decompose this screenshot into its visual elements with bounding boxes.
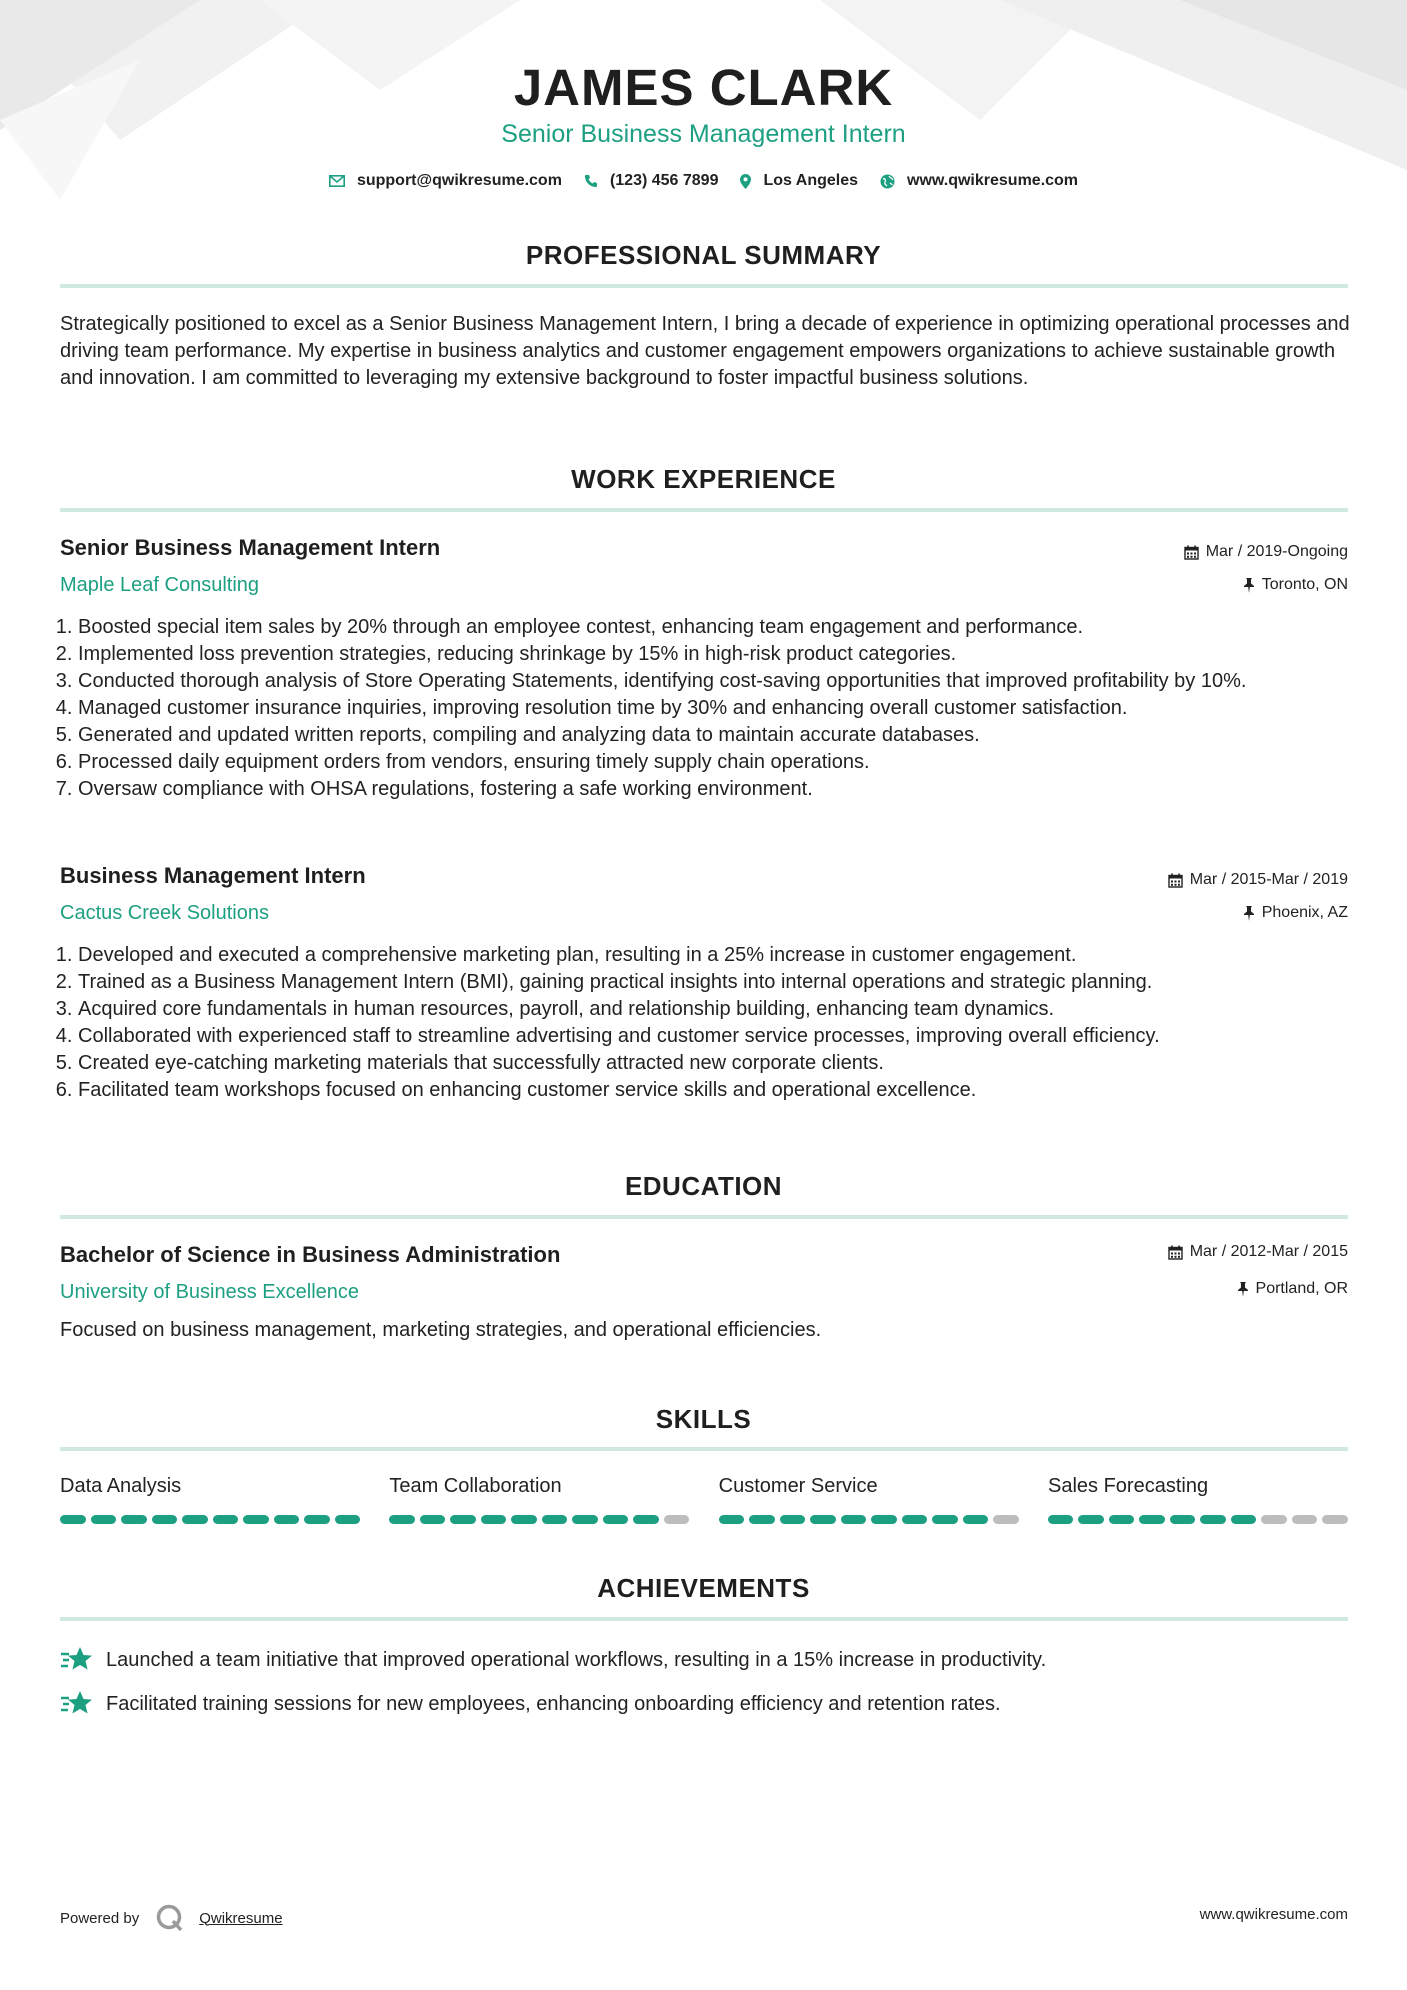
experience-section-title: WORK EXPERIENCE: [571, 464, 836, 494]
achievement-item: [60, 1690, 1001, 1718]
list-item: 3. Conducted thorough analysis of Store Operating Statements, identifying cost-saving opportunities that improved profitability by 10%.: [78, 668, 1378, 695]
job-location-text: Phoenix, AZ: [1261, 904, 1348, 921]
skill-level-segment: [1261, 1515, 1287, 1524]
globe-icon: [880, 174, 895, 189]
skill-item: [719, 1475, 1019, 1524]
footer-website[interactable]: www.qwikresume.com: [1199, 1906, 1348, 1923]
phone-icon: [584, 174, 598, 188]
skill-level-segment: [1078, 1515, 1104, 1524]
skill-level-segment: [481, 1515, 507, 1524]
skill-level-segment: [511, 1515, 537, 1524]
star-icon: [60, 1646, 92, 1674]
skill-level-segment: [603, 1515, 629, 1524]
skill-level-segment: [932, 1515, 958, 1524]
skill-level-segment: [243, 1515, 269, 1524]
skill-level-segment: [182, 1515, 208, 1524]
skill-level-segment: [304, 1515, 330, 1524]
skill-level-segment: [1231, 1515, 1257, 1524]
skill-level-segment: [1292, 1515, 1318, 1524]
skill-level-segment: [152, 1515, 178, 1524]
list-item: 1. Developed and executed a comprehensive marketing plan, resulting in a 25% increase in customer engagement.: [78, 942, 1378, 969]
skill-level-segment: [902, 1515, 928, 1524]
skill-level-segment: [91, 1515, 117, 1524]
skill-level-bar: [389, 1515, 689, 1524]
skill-level-segment: [542, 1515, 568, 1524]
star-icon: [60, 1690, 92, 1718]
section-divider: [60, 1617, 1348, 1621]
company-name: Cactus Creek Solutions: [60, 902, 269, 924]
list-item: 4. Managed customer insurance inquiries, improving resolution time by 30% and enhancing overall customer satisfaction.: [78, 695, 1378, 722]
education-description: Focused on business management, marketing strategies, and operational efficiencies.: [60, 1319, 822, 1341]
education-dates-text: Mar / 2012-Mar / 2015: [1189, 1243, 1348, 1260]
location-text: Los Angeles: [763, 172, 859, 189]
list-item: 2. Trained as a Business Management Intern (BMI), gaining practical insights into internal operations and strategic planning.: [78, 969, 1378, 996]
skills-section-title: SKILLS: [655, 1404, 752, 1434]
skill-level-segment: [420, 1515, 446, 1524]
pushpin-icon: [1243, 905, 1255, 921]
skill-label: Customer Service: [718, 1475, 878, 1497]
skill-level-segment: [60, 1515, 86, 1524]
skill-level-segment: [389, 1515, 415, 1524]
skill-level-segment: [274, 1515, 300, 1524]
achievement-item: [60, 1646, 1046, 1674]
contact-email[interactable]: [329, 172, 562, 190]
education-section-title: EDUCATION: [624, 1171, 783, 1201]
skill-level-segment: [963, 1515, 989, 1524]
job-dates-text: Mar / 2019-Ongoing: [1205, 543, 1348, 560]
skill-level-segment: [871, 1515, 897, 1524]
calendar-icon: [1184, 545, 1199, 560]
list-item: 6. Processed daily equipment orders from vendors, ensuring timely supply chain operations.: [78, 749, 1378, 776]
skill-level-bar: [1048, 1515, 1348, 1524]
powered-by-label: Powered by: [60, 1909, 140, 1927]
candidate-role: Senior Business Management Intern: [501, 120, 906, 148]
job-location: [1243, 904, 1348, 922]
skill-level-segment: [841, 1515, 867, 1524]
company-name: Maple Leaf Consulting: [60, 574, 260, 596]
achievement-text: Launched a team initiative that improved operational workflows, resulting in a 15% increase in productivity.: [106, 1648, 1047, 1671]
skill-level-segment: [993, 1515, 1019, 1524]
list-item: 5. Generated and updated written reports, compiling and analyzing data to maintain accurate databases.: [78, 722, 1378, 749]
summary-text: Strategically positioned to excel as a Senior Business Management Intern, I bring a decade of experience in optimizing operational processes and driving team performance. My expertise in business analytics and customer engagement empowers organizations to achieve sustainable growth and innovation. I am committed to leveraging my extensive background to foster impactful business solutions.: [60, 313, 1350, 389]
website-text: www.qwikresume.com: [907, 172, 1079, 189]
skill-level-segment: [335, 1515, 361, 1524]
envelope-icon: [329, 175, 345, 187]
education-location: [1237, 1280, 1348, 1298]
education-dates: [1168, 1243, 1348, 1261]
list-item: 7. Oversaw compliance with OHSA regulations, fostering a safe working environment.: [78, 776, 1378, 803]
skill-level-bar: [60, 1515, 360, 1524]
skills-list: [60, 1475, 1348, 1524]
section-divider: [60, 1215, 1348, 1219]
list-item: 6. Facilitated team workshops focused on enhancing customer service skills and operational excellence.: [78, 1077, 1378, 1104]
skill-level-segment: [780, 1515, 806, 1524]
list-item: 1. Boosted special item sales by 20% through an employee contest, enhancing team engagement and performance.: [78, 614, 1378, 641]
list-item: 3. Acquired core fundamentals in human resources, payroll, and relationship building, enhancing team dynamics.: [78, 996, 1378, 1023]
skill-level-segment: [572, 1515, 598, 1524]
contact-location: [740, 172, 858, 190]
achievement-text: Facilitated training sessions for new employees, enhancing onboarding efficiency and retention rates.: [106, 1692, 1001, 1715]
skill-level-segment: [450, 1515, 476, 1524]
calendar-icon: [1168, 1245, 1183, 1260]
section-divider: [60, 508, 1348, 512]
list-item: 5. Created eye-catching marketing materials that successfully attracted new corporate clients.: [78, 1050, 1378, 1077]
job-location-text: Toronto, ON: [1261, 576, 1348, 593]
section-divider: [60, 1447, 1348, 1451]
skill-level-segment: [749, 1515, 775, 1524]
skill-level-bar: [719, 1515, 1019, 1524]
skill-level-segment: [664, 1515, 690, 1524]
skill-item: [1048, 1475, 1348, 1524]
summary-section-title: PROFESSIONAL SUMMARY: [525, 240, 882, 270]
skill-label: Team Collaboration: [389, 1475, 562, 1497]
phone-text: (123) 456 7899: [609, 172, 719, 189]
job-bullet-list: [60, 942, 1378, 1104]
email-text: support@qwikresume.com: [356, 172, 562, 189]
skill-level-segment: [1322, 1515, 1348, 1524]
skill-label: Sales Forecasting: [1047, 1475, 1209, 1497]
achievements-section-title: ACHIEVEMENTS: [597, 1573, 810, 1603]
education-location-text: Portland, OR: [1255, 1280, 1348, 1297]
job-title: Business Management Intern: [60, 863, 366, 888]
contact-website[interactable]: [880, 172, 1078, 190]
skill-level-segment: [810, 1515, 836, 1524]
list-item: 2. Implemented loss prevention strategies, reducing shrinkage by 15% in high-risk product categories.: [78, 641, 1378, 668]
skill-level-segment: [121, 1515, 147, 1524]
skill-label: Data Analysis: [60, 1475, 182, 1497]
candidate-name: JAMES CLARK: [513, 59, 894, 116]
skill-level-segment: [1139, 1515, 1165, 1524]
job-dates: [1184, 543, 1348, 561]
skill-level-segment: [633, 1515, 659, 1524]
skill-level-segment: [1170, 1515, 1196, 1524]
skill-level-segment: [213, 1515, 239, 1524]
brand-link[interactable]: Qwikresume: [199, 1909, 283, 1927]
job-location: [1243, 576, 1348, 594]
section-divider: [60, 284, 1348, 288]
degree-title: Bachelor of Science in Business Administration: [60, 1242, 561, 1267]
pushpin-icon: [1237, 1281, 1249, 1297]
footer-powered-by: [60, 1903, 283, 1933]
calendar-icon: [1168, 873, 1183, 888]
skill-level-segment: [719, 1515, 745, 1524]
job-dates: [1168, 871, 1348, 889]
skill-item: [389, 1475, 689, 1524]
school-name: University of Business Excellence: [60, 1281, 360, 1303]
list-item: 4. Collaborated with experienced staff to streamline advertising and customer service processes, improving overall efficiency.: [78, 1023, 1378, 1050]
job-bullet-list: [60, 614, 1378, 803]
map-pin-icon: [740, 174, 751, 189]
pushpin-icon: [1243, 577, 1255, 593]
job-title: Senior Business Management Intern: [60, 535, 441, 560]
qwikresume-logo-icon: [155, 1903, 185, 1933]
job-dates-text: Mar / 2015-Mar / 2019: [1189, 871, 1348, 888]
skill-level-segment: [1048, 1515, 1074, 1524]
skill-item: [60, 1475, 360, 1524]
contact-phone[interactable]: [584, 172, 719, 190]
contact-bar: [0, 172, 1407, 190]
skill-level-segment: [1200, 1515, 1226, 1524]
skill-level-segment: [1109, 1515, 1135, 1524]
